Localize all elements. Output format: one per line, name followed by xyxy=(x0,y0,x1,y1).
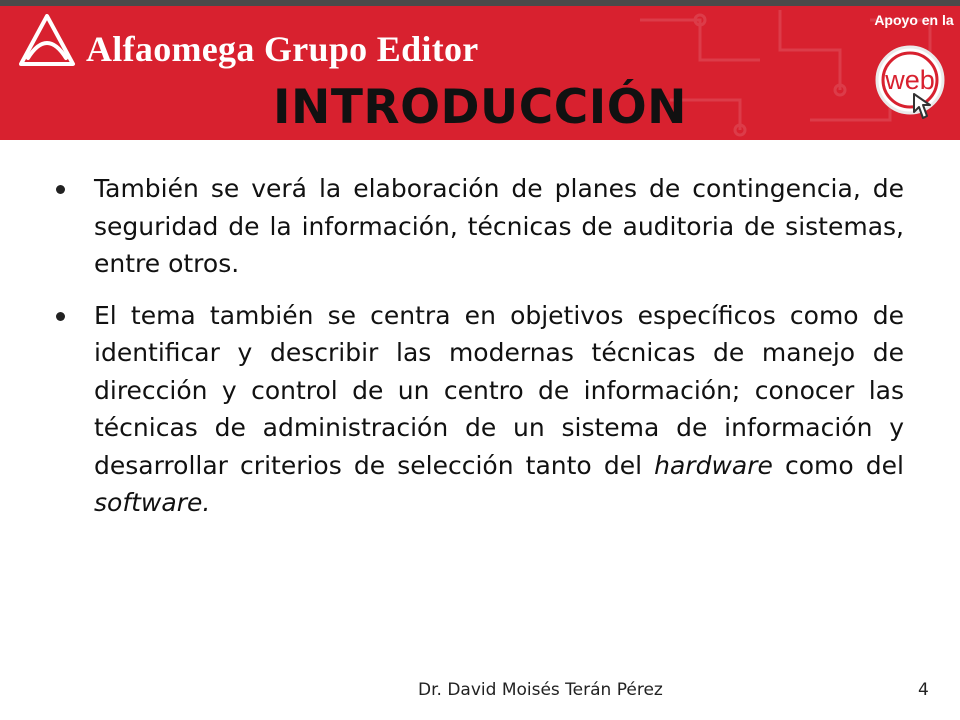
bullet-italic-term: hardware xyxy=(654,450,773,480)
alfaomega-logo-icon xyxy=(18,14,76,68)
bullet-dot-icon xyxy=(56,312,65,321)
bullet-text: También se verá la elaboración de planes de contingencia, de seguridad de la información, técnicas de auditoria de sistemas, entre otros. xyxy=(94,174,904,278)
bullet-list xyxy=(54,170,904,536)
bullet-item xyxy=(54,170,904,283)
bullet-text: El tema también se centra en objetivos específicos como de identificar y describir las modernas técnicas de manejo de dirección y control de un centro de información; conocer las técnicas de administración de un sistema de información y desarrollar criterios de selección tanto del xyxy=(94,300,904,480)
bullet-text: como del xyxy=(772,450,904,480)
brand-name: Alfaomega Grupo Editor xyxy=(86,29,479,69)
bullet-dot-icon xyxy=(56,185,65,194)
bullet-item xyxy=(54,297,904,522)
web-badge-word: web xyxy=(885,65,935,95)
footer-author: Dr. David Moisés Terán Pérez xyxy=(418,680,663,700)
web-badge-caption: Apoyo en la xyxy=(874,12,954,28)
bullet-italic-term: software. xyxy=(94,488,211,517)
slide-title: INTRODUCCIÓN xyxy=(273,80,687,135)
page-number: 4 xyxy=(918,680,929,700)
